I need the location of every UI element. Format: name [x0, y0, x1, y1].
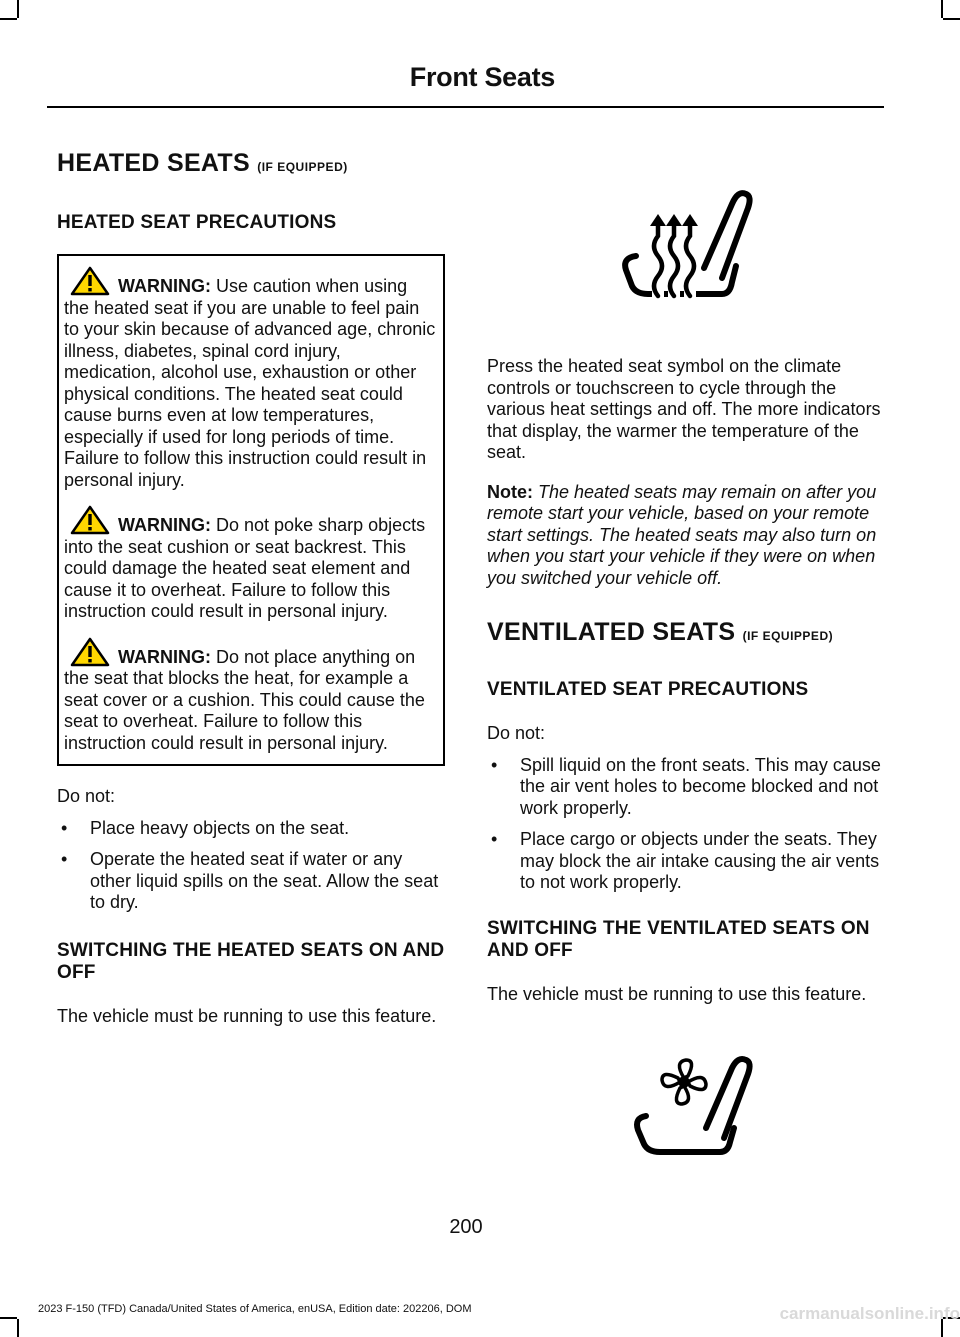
crop-mark	[0, 1317, 17, 1319]
heated-seats-heading	[57, 148, 445, 182]
heated-do-not: Do not:	[57, 786, 116, 806]
crop-mark	[17, 1319, 19, 1337]
if-equipped-label: (IF EQUIPPED)	[257, 160, 348, 174]
warning-1	[64, 266, 437, 491]
warning-text: Do not place anything on the seat that blocks the heat, for example a seat cover or a cushion. This could cause the seat to overheat. Failure to follow this instruction could result in personal injury.	[64, 646, 425, 753]
crop-mark	[941, 0, 943, 18]
warning-text: Use caution when using the heated seat if you are unable to feel pain to your skin because of advanced age, chronic illness, diabetes, spinal cord injury, medication, alcohol use, exhaustion or other physical conditions. The heated seat could cause burns even at low temperatures, especially if used for long periods of time. Failure to follow this instruction could result in personal injury.	[64, 276, 436, 490]
warning-triangle-icon	[70, 637, 110, 667]
footer-edition: 2023 F-150 (TFD) Canada/United States of America, enUSA, Edition date: 202206, DOM	[38, 1303, 472, 1315]
page-number: 200	[449, 1216, 483, 1238]
heated-precautions-heading: HEATED SEAT PRECAUTIONS	[57, 212, 337, 233]
note-text: The heated seats may remain on after you remote start your vehicle, based on your remote start settings. The heated seats may also turn on when you start your vehicle if they were on when you switched your vehicle off.	[487, 481, 877, 588]
ventilated-switch-heading: SWITCHING THE VENTILATED SEATS ON AND OFF	[487, 917, 870, 961]
warning-label: WARNING:	[118, 515, 211, 535]
heated-note	[487, 482, 882, 590]
heated-switch-text: The vehicle must be running to use this feature.	[57, 1005, 437, 1026]
left-column	[57, 148, 445, 1027]
crop-mark	[943, 18, 960, 20]
ventilated-seat-icon	[632, 1052, 756, 1156]
warning-text: Do not poke sharp objects into the seat cushion or seat backrest. This could damage the heated seat element and cause it to overheat. Failure to follow this instruction could result in personal injury.	[64, 515, 426, 621]
list-item: • Place heavy objects on the seat.	[57, 818, 445, 840]
warning-label: WARNING:	[118, 646, 211, 667]
warning-3	[64, 637, 437, 755]
list-item: • Spill liquid on the front seats. This may cause the air vent holes to become blocked and not work properly.	[487, 755, 882, 820]
list-item: • Place cargo or objects under the seats. They may block the air intake causing the air vents to not work properly.	[487, 829, 882, 894]
if-equipped-label: (IF EQUIPPED)	[742, 629, 834, 643]
heated-seats-title: HEATED SEATS	[57, 149, 250, 177]
heated-bullet-list	[57, 818, 445, 914]
warning-triangle-icon	[70, 505, 110, 535]
ventilated-seats-heading	[487, 617, 882, 651]
ventilated-do-not: Do not:	[487, 723, 546, 743]
ventilated-seats-title: VENTILATED SEATS	[487, 618, 736, 646]
heated-switch-heading: SWITCHING THE HEATED SEATS ON AND OFF	[57, 939, 445, 983]
ventilated-switch-text: The vehicle must be running to use this feature.	[487, 983, 867, 1004]
right-column	[487, 148, 882, 1005]
crop-mark	[0, 18, 17, 20]
header-rule	[47, 106, 884, 108]
heated-press-text: Press the heated seat symbol on the climate controls or touchscreen to cycle through the various heat settings and off. The more indicators that display, the warmer the temperature of the seat.	[487, 356, 881, 462]
list-item: • Operate the heated seat if water or any other liquid spills on the seat. Allow the seat to dry.	[57, 849, 445, 914]
note-label: Note:	[487, 481, 533, 502]
ventilated-precautions-heading: VENTILATED SEAT PRECAUTIONS	[487, 679, 809, 700]
watermark: carmanualsonline.info	[779, 1304, 960, 1323]
crop-mark	[17, 0, 19, 18]
warning-triangle-icon	[70, 266, 110, 296]
ventilated-bullet-list	[487, 755, 882, 894]
warning-box	[57, 254, 445, 766]
page-title: Front Seats	[409, 62, 555, 92]
warning-2	[64, 505, 437, 623]
warning-label: WARNING:	[118, 276, 211, 296]
